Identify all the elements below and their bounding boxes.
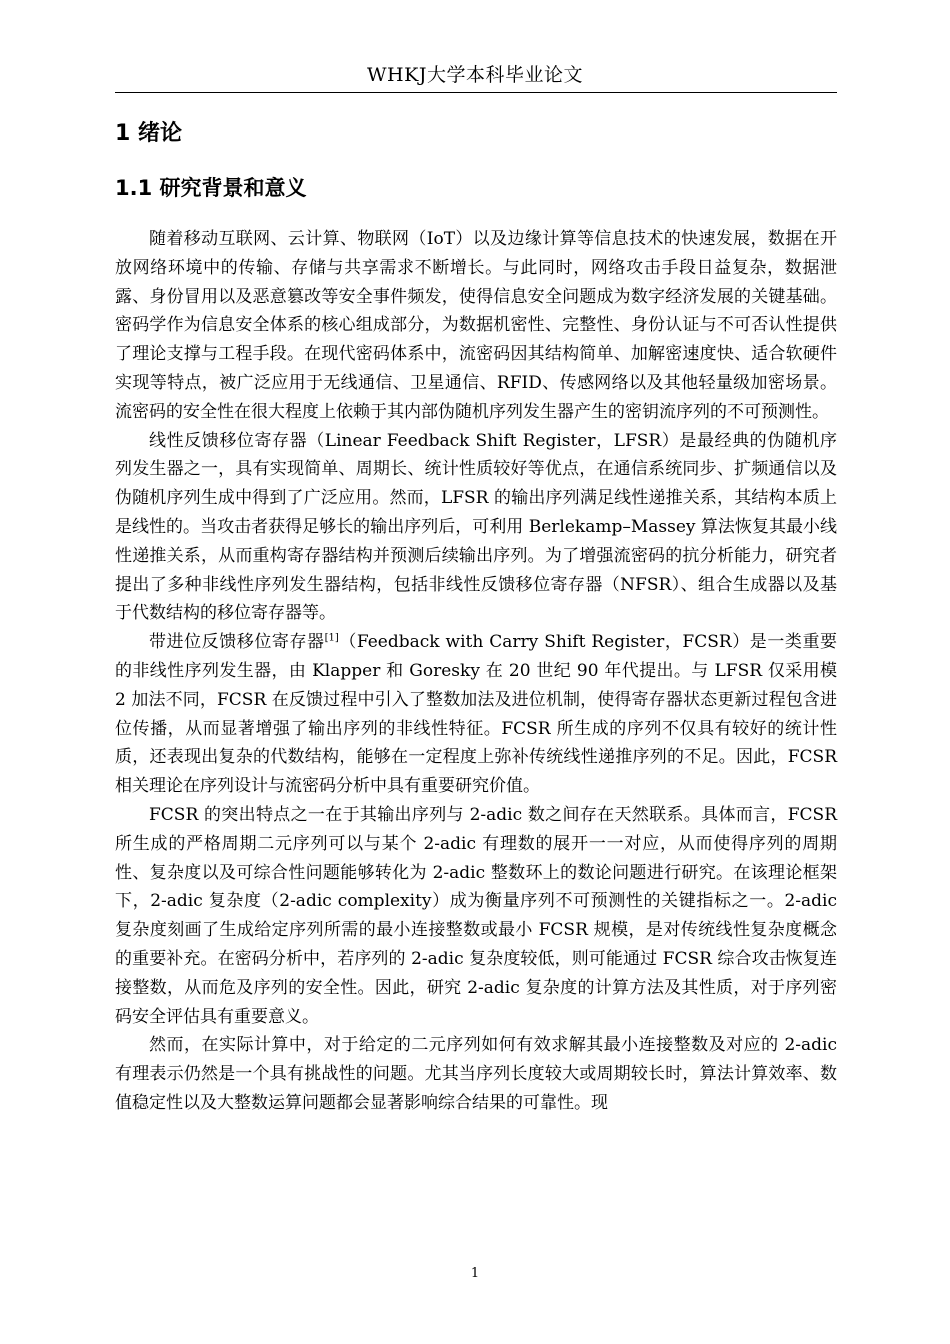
paragraph-1: 随着移动互联网、云计算、物联网（IoT）以及边缘计算等信息技术的快速发展，数据在开放网络环境中的传输、存储与共享需求不断增长。与此同时，网络攻击手段日益复杂，数据泄露、身份冒用以及恶意篡改等安全事件频发，使得信息安全问题成为数字经济发展的关键基础。密码学作为信息安全体系的核心组成部分，为数据机密性、完整性、身份认证与不可否认性提供了理论支撑与工程手段。在现代密码体系中，流密码因其结构简单、加解密速度快、适合软硬件实现等特点，被广泛应用于无线通信、卫星通信、RFID、传感网络以及其他轻量级加密场景。流密码的安全性在很大程度上依赖于其内部伪随机序列发生器产生的密钥流序列的不可预测性。 [115,229,837,422]
chapter-heading: 1 绪论 [115,121,182,146]
citation-marker: [1] [324,632,339,644]
paragraph-4: FCSR 的突出特点之一在于其输出序列与 2-adic 数之间存在天然联系。具体而言，FCSR 所生成的严格周期二元序列可以与某个 2-adic 有理数的展开一一对应，从而使得序列的周期性、复杂度以及可综合性问题能够转化为 2-adic 整数环上的数论问题进行研究。在该理论框架下，2-adic 复杂度（2-adic complexity）成为衡量序列不可预测性的关键指标之一。2-adic 复杂度刻画了生成给定序列所需的最小连接整数或最小 FCSR 规模，是对传统线性复杂度概念的重要补充。在密码分析中，若序列的 2-adic 复杂度较低，则可能通过 FCSR 综合攻击恢复连接整数，从而危及序列的安全性。因此，研究 2-adic 复杂度的计算方法及其性质，对于序列密码安全评估具有重要意义。 [115,804,837,1027]
section-heading: 1.1 研究背景和意义 [115,176,307,200]
page-number: 1 [470,1266,480,1281]
paragraph-3 [115,628,837,801]
body-text [115,225,837,1118]
running-header: WHKJ大学本科毕业论文 [367,64,583,86]
paragraph-3-start: 带进位反馈移位寄存器 [149,632,325,653]
paragraph-5: 然而，在实际计算中，对于给定的二元序列如何有效求解其最小连接整数及对应的 2-adic 有理表示仍然是一个具有挑战性的问题。尤其当序列长度较大或周期较长时，算法计算效率、数值稳定性以及大整数运算问题都会显著影响综合结果的可靠性。现 [115,1035,837,1113]
paragraph-2: 线性反馈移位寄存器（Linear Feedback Shift Register，LFSR）是最经典的伪随机序列发生器之一，具有实现简单、周期长、统计性质较好等优点，在通信系统同步、扩频通信以及伪随机序列生成中得到了广泛应用。然而，LFSR 的输出序列满足线性递推关系，其结构本质上是线性的。当攻击者获得足够长的输出序列后，可利用 Berlekamp–Massey 算法恢复其最小线性递推关系，从而重构寄存器结构并预测后续输出序列。为了增强流密码的抗分析能力，研究者提出了多种非线性序列发生器结构，包括非线性反馈移位寄存器（NFSR）、组合生成器以及基于代数结构的移位寄存器等。 [115,430,837,624]
header-divider [115,92,837,93]
paragraph-3-rest: （Feedback with Carry Shift Register，FCSR）是一类重要的非线性序列发生器，由 Klapper 和 Goresky 在 20 世纪 90 年代提出。与 LFSR 仅采用模 2 加法不同，FCSR 在反馈过程中引入了整数加法及进位机制，使得寄存器状态更新过程包含进位传播，从而显著增强了输出序列的非线性特征。FCSR 所生成的序列不仅具有较好的统计性质，还表现出复杂的代数结构，能够在一定程度上弥补传统线性递推序列的不足。因此，FCSR 相关理论在序列设计与流密码分析中具有重要研究价值。 [115,632,838,797]
